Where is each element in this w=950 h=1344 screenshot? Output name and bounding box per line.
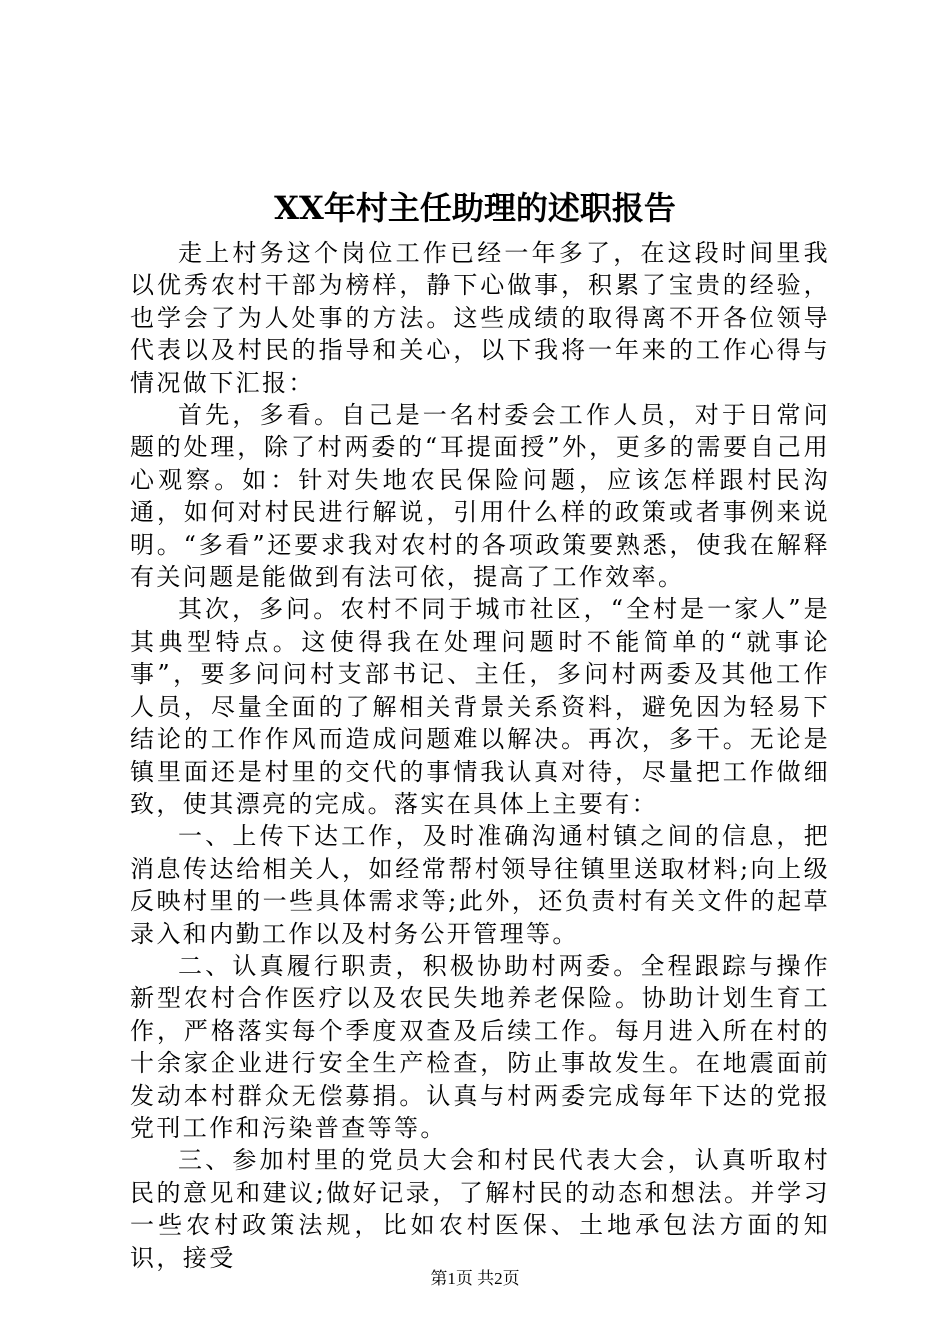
document-body bbox=[130, 237, 830, 1274]
paragraph-item-one: 一、上传下达工作，及时准确沟通村镇之间的信息，把消息传达给相关人，如经常帮村领导往镇里送取材料;向上级反映村里的一些具体需求等;此外，还负责村有关文件的起草录入和内勤工作以及村务公开管理等。 bbox=[130, 822, 830, 948]
paragraph-first-look: 首先，多看。自己是一名村委会工作人员，对于日常问题的处理，除了村两委的“耳提面授”外，更多的需要自己用心观察。如：针对失地农民保险问题，应该怎样跟村民沟通，如何对村民进行解说，引用什么样的政策或者事例来说明。“多看”还要求我对农村的各项政策要熟悉，使我在解释有关问题是能做到有法可依，提高了工作效率。 bbox=[130, 401, 830, 592]
paragraph-item-two: 二、认真履行职责，积极协助村两委。全程跟踪与操作新型农村合作医疗以及农民失地养老保险。协助计划生育工作，严格落实每个季度双查及后续工作。每月进入所在村的十余家企业进行安全生产检查，防止事故发生。在地震面前发动本村群众无偿募捐。认真与村两委完成每年下达的党报党刊工作和污染普查等等。 bbox=[130, 951, 830, 1142]
document-title: XX年村主任助理的述职报告 bbox=[274, 189, 676, 227]
paragraph-intro: 走上村务这个岗位工作已经一年多了，在这段时间里我以优秀农村干部为榜样，静下心做事，积累了宝贵的经验，也学会了为人处事的方法。这些成绩的取得离不开各位领导代表以及村民的指导和关心，以下我将一年来的工作心得与情况做下汇报： bbox=[130, 239, 830, 397]
page-footer: 第1页 共2页 bbox=[430, 1269, 520, 1288]
paragraph-second-ask: 其次，多问。农村不同于城市社区，“全村是一家人”是其典型特点。这使得我在处理问题时不能简单的“就事论事”，要多问问村支部书记、主任，多问村两委及其他工作人员，尽量全面的了解相关背景关系资料，避免因为轻易下结论的工作作风而造成问题难以解决。再次，多干。无论是镇里面还是村里的交代的事情我认真对待，尽量把工作做细致，使其漂亮的完成。落实在具体上主要有： bbox=[130, 595, 830, 818]
paragraph-item-three: 三、参加村里的党员大会和村民代表大会，认真听取村民的意见和建议;做好记录，了解村民的动态和想法。并学习一些农村政策法规，比如农村医保、土地承包法方面的知识，接受 bbox=[130, 1146, 830, 1272]
